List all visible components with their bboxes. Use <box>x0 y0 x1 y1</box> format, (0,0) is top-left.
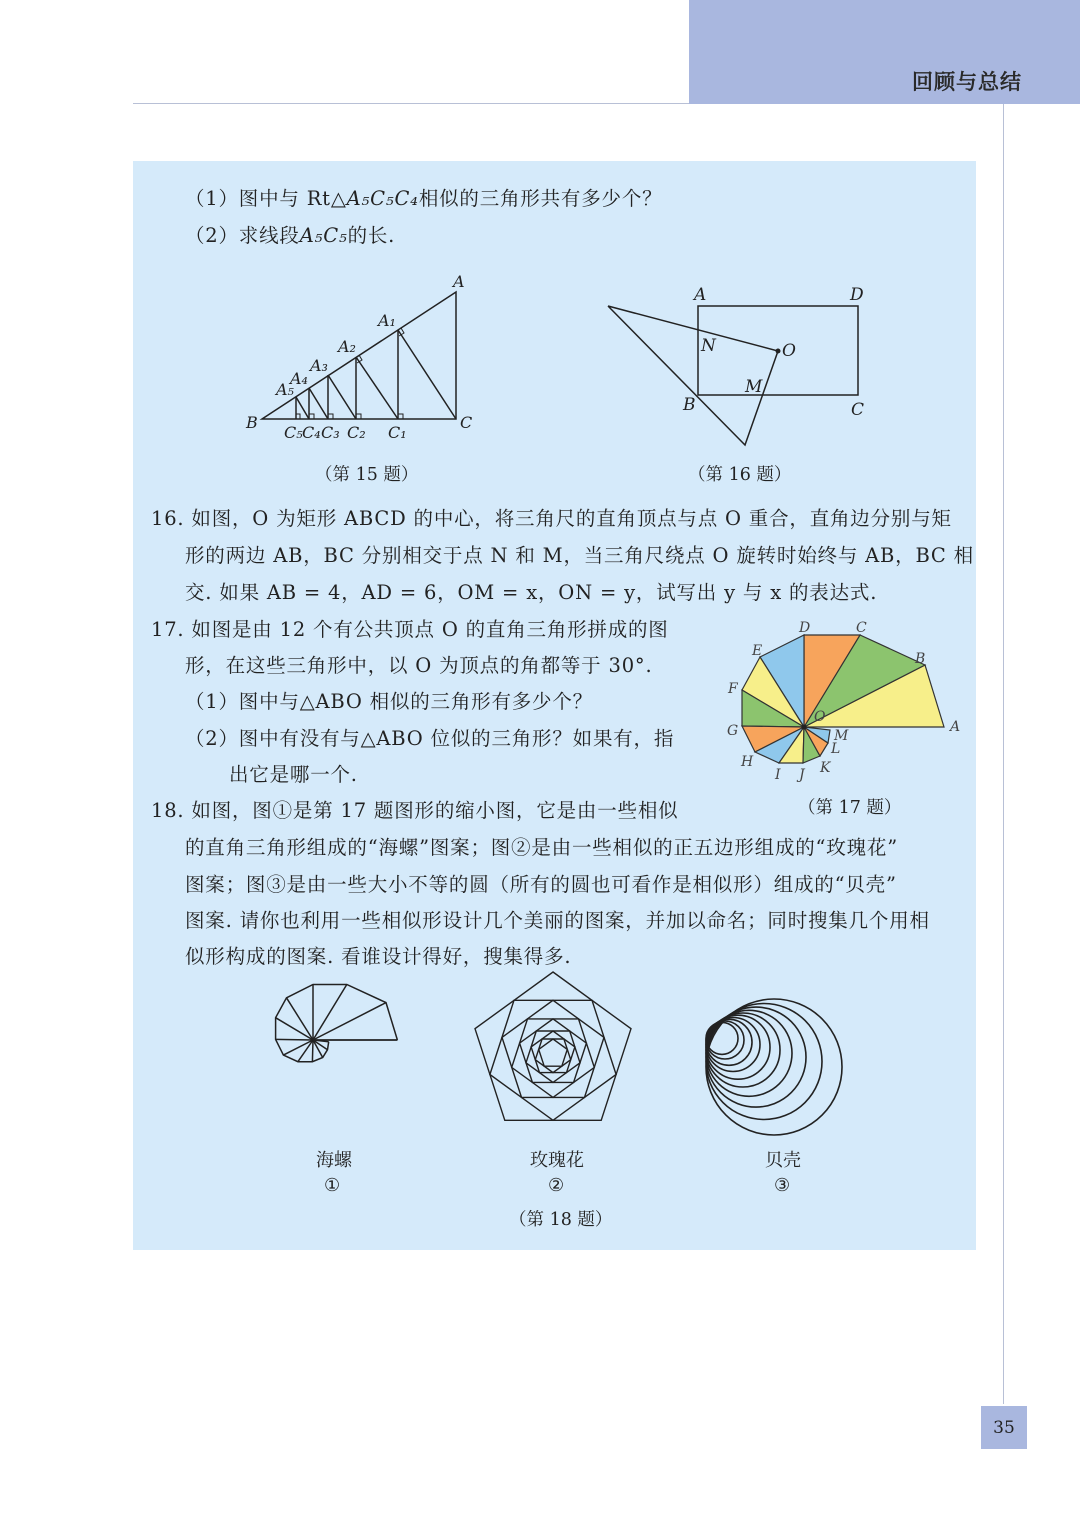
q15-part2: （2）求线段A₅C₅的长. <box>185 224 396 247</box>
fig17-label-M: M <box>834 728 849 744</box>
fig16-label-B: B <box>683 395 696 415</box>
fig15-label-C1: C₁ <box>388 423 407 442</box>
rose-figure <box>475 972 631 1120</box>
q17-line1: 17. 如图是由 12 个有公共顶点 O 的直角三角形拼成的图 <box>151 618 669 641</box>
fig18-caption: （第 18 题） <box>509 1210 613 1230</box>
fig17-caption: （第 17 题） <box>798 798 902 818</box>
conch-figure <box>276 985 398 1062</box>
fig17-label-H: H <box>741 754 754 770</box>
fig16-label-N: N <box>701 336 716 356</box>
q16-line3: 交. 如果 AB = 4，AD = 6，OM = x，ON = y，试写出 y 与 x 的表达式. <box>185 581 878 604</box>
q17-line4: （2）图中有没有与△ABO 位似的三角形？如果有，指 <box>185 727 675 750</box>
q18-line5: 似形构成的图案. 看谁设计得好，搜集得多. <box>185 945 572 968</box>
fig17-label-O: O <box>814 709 826 725</box>
fig15-label-A1: A₁ <box>378 311 396 330</box>
q18-line3: 图案；图③是由一些大小不等的圆（所有的圆也可看作是相似形）组成的“贝壳” <box>185 873 897 896</box>
fig17-label-J: J <box>799 767 805 783</box>
fig15-label-A5: A₅ <box>276 380 294 399</box>
fig15-label-B: B <box>246 413 258 432</box>
fig15-label-C2: C₂ <box>347 423 366 442</box>
q18-line1: 18. 如图，图①是第 17 题图形的缩小图，它是由一些相似 <box>151 799 679 822</box>
fig17-label-E: E <box>752 643 763 659</box>
fig17-label-F: F <box>728 681 738 697</box>
fig15-label-A: A <box>453 272 465 291</box>
fig16-label-D: D <box>850 285 864 305</box>
fig18-2-name: 玫瑰花 <box>530 1150 584 1171</box>
fig17-label-I: I <box>775 767 781 783</box>
q18-line2: 的直角三角形组成的“海螺”图案；图②是由一些相似的正五边形组成的“玫瑰花” <box>185 836 898 859</box>
fig15-label-C: C <box>460 413 473 432</box>
fig17-label-A: A <box>950 719 961 735</box>
fig18-2-number: ② <box>548 1175 565 1196</box>
fig18-1-name: 海螺 <box>316 1150 352 1171</box>
rose-pentagon <box>539 1039 568 1066</box>
fig15-label-A3: A₃ <box>310 356 328 375</box>
chapter-title: 回顾与总结 <box>912 70 1022 94</box>
fig16-label-M: M <box>745 377 763 397</box>
conch-spoke <box>287 998 314 1040</box>
q18-line4: 图案. 请你也利用一些相似形设计几个美丽的图案，并加以命名；同时搜集几个用相 <box>185 909 930 932</box>
fig17-label-B: B <box>915 651 926 667</box>
conch-spoke <box>276 1018 313 1040</box>
q15-part1: （1）图中与 Rt△A₅C₅C₄相似的三角形共有多少个？ <box>185 187 663 210</box>
fig16-label-O: O <box>782 341 796 361</box>
conch-spoke <box>312 1040 313 1062</box>
q16-line2: 形的两边 AB，BC 分别相交于点 N 和 M，当三角尺绕点 O 旋转时始终与 AB，BC 相 <box>185 544 974 567</box>
fig17-label-D: D <box>799 620 811 636</box>
seashell-figure <box>706 999 842 1135</box>
q16-line1: 16. 如图，O 为矩形 ABCD 的中心，将三角尺的直角顶点与点 O 重合，直角边分别与矩 <box>151 507 952 530</box>
fig18-3-name: 贝壳 <box>765 1150 801 1171</box>
fig15-label-A4: A₄ <box>290 369 308 388</box>
fig17-label-C: C <box>856 620 867 636</box>
fig16-label-C: C <box>851 400 865 420</box>
fig15-label-A2: A₂ <box>338 337 356 356</box>
page-number: 35 <box>981 1406 1027 1449</box>
fig17-label-G: G <box>727 723 739 739</box>
fig16-label-A: A <box>694 285 707 305</box>
fig17-label-L: L <box>831 741 841 757</box>
fig15-caption: （第 15 题） <box>315 465 419 485</box>
fig16-caption: （第 16 题） <box>688 465 792 485</box>
q17-line3: （1）图中与△ABO 相似的三角形有多少个？ <box>185 690 593 713</box>
q17-line5: 出它是哪一个. <box>229 763 358 786</box>
conch-spoke <box>276 1039 313 1040</box>
q17-line2: 形，在这些三角形中，以 O 为顶点的角都等于 30°. <box>185 654 653 677</box>
fig17-label-K: K <box>820 760 831 776</box>
fig15-label-C4: C₄ <box>302 423 321 442</box>
fig18-3-number: ③ <box>774 1175 791 1196</box>
fig18-1-number: ① <box>324 1175 341 1196</box>
fig15-label-C3: C₃ <box>321 423 340 442</box>
fig15-label-C5: C₅ <box>284 423 303 442</box>
